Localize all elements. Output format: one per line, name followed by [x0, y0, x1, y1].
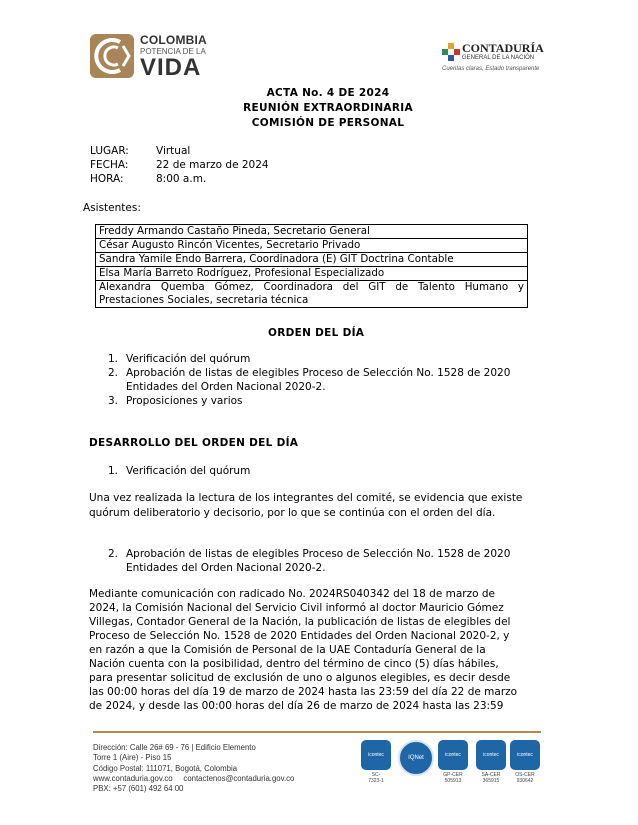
document-title-line-1: ACTA No. 4 DE 2024 [266, 87, 390, 99]
asistente-cell: Freddy Armando Castaño Pineda, Secretario General [96, 225, 528, 239]
asistente-cell: César Augusto Rincón Vicentes, Secretario Privado [96, 239, 528, 253]
orden-item-3: Proposiciones y varios [126, 395, 243, 407]
paragraph-2-line: Villegas, Contador General de la Nación, la publicación de listas de elegibles del [89, 616, 511, 628]
footer-phone: PBX: +57 (601) 492 64 00 [93, 784, 184, 794]
orden-item-2-line-1: Aprobación de listas de elegibles Proceso de Selección No. 1528 de 2020 [126, 367, 511, 379]
icontec-icon: icontec [476, 740, 506, 770]
desarrollo-item-2-line-2: Entidades del Orden Nacional 2020-2. [126, 562, 326, 574]
certification-badge [474, 740, 508, 784]
asistentes-label: Asistentes: [83, 202, 141, 214]
logo-line-1: COLOMBIA [140, 33, 207, 47]
table-row [96, 267, 528, 281]
logo-line-2: POTENCIA DE LA [140, 47, 206, 56]
contaduria-logo [442, 42, 552, 76]
desarrollo-item-number: 2. [107, 548, 118, 560]
certification-badge [436, 740, 470, 784]
desarrollo-item-2-line-1: Aprobación de listas de elegibles Proceso de Selección No. 1528 de 2020 [126, 548, 511, 560]
table-row [96, 225, 528, 239]
paragraph-2-line: Nación cuenta con la posibilidad, dentro del término de cinco (5) días hábiles, [89, 658, 499, 670]
badge-code: OS-CER 930642 [515, 772, 535, 784]
paragraph-2-line: para presentar solicitud de exclusión de uno o algunos elegibles, es decir desde [89, 672, 511, 684]
badge-code: SC- 7323-1 [368, 772, 384, 784]
orden-item-number: 2. [107, 367, 118, 379]
footer-address: Dirección: Calle 26# 69 - 76 | Edificio Elemento [93, 743, 256, 752]
hora-value: 8:00 a.m. [156, 173, 207, 185]
lugar-value: Virtual [156, 145, 191, 157]
footer-contact [93, 743, 294, 794]
lugar-label: LUGAR: [90, 145, 129, 157]
contaduria-subtitle: GENERAL DE LA NACIÓN [462, 55, 535, 61]
table-row [96, 239, 528, 253]
asistente-cell: Alexandra Quemba Gómez, Coordinadora del GIT de Talento Humano y Prestaciones Sociales, secretaria técnica [96, 281, 528, 308]
footer-tower: Torre 1 (Aire) - Piso 15 [93, 753, 172, 763]
document-title-line-3: COMISIÓN DE PERSONAL [251, 117, 405, 129]
paragraph-2-line: Mediante comunicación con radicado No. 2024RS040342 del 18 de marzo de [89, 588, 496, 600]
document-title-line-2: REUNIÓN EXTRAORDINARIA [243, 102, 413, 114]
paragraph-2-line: Proceso de Selección No. 1528 de 2020 Entidades del Orden Nacional 2020-2, y [89, 630, 510, 642]
colombia-potencia-de-la-vida-logo [90, 33, 212, 81]
orden-item-1: Verificación del quórum [126, 353, 251, 365]
certification-badge [359, 740, 393, 784]
contaduria-slogan: Cuentas claras, Estado transparente [442, 66, 540, 72]
table-row [96, 253, 528, 267]
orden-del-dia-heading: ORDEN DEL DÍA [268, 327, 365, 339]
colombia-mark-icon [90, 34, 134, 78]
desarrollo-item-1: Verificación del quórum [126, 465, 251, 477]
contaduria-title: CONTADURÍA [462, 41, 544, 55]
table-row [96, 281, 528, 308]
contaduria-mark-icon [442, 43, 460, 61]
orden-item-2-line-2: Entidades del Orden Nacional 2020-2. [126, 381, 326, 393]
paragraph-2-line: 2024, la Comisión Nacional del Servicio Civil informó al doctor Mauricio Gómez [89, 602, 504, 614]
hora-label: HORA: [90, 173, 124, 185]
paragraph-1-line-2: quórum deliberatorio y decisorio, por lo que se continúa con el orden del día. [89, 507, 496, 519]
icontec-icon: icontec [361, 740, 391, 770]
logo-line-3: VIDA [140, 54, 202, 81]
footer-divider [93, 731, 541, 733]
asistente-cell: Sandra Yamile Endo Barrera, Coordinadora (E) GIT Doctrina Contable [96, 253, 528, 267]
paragraph-2-line: las 00:00 horas del día 19 de marzo de 2024 hasta las 23:59 del día 22 de marzo [89, 686, 518, 698]
badge-code: GP-CER 505913 [443, 772, 463, 784]
iqnet-icon: IQNet [398, 740, 434, 776]
icontec-icon: icontec [438, 740, 468, 770]
fecha-value: 22 de marzo de 2024 [156, 159, 269, 171]
desarrollo-heading: DESARROLLO DEL ORDEN DEL DÍA [89, 437, 299, 449]
orden-item-number: 1. [107, 353, 118, 365]
asistentes-table [95, 224, 528, 308]
certification-badge [508, 740, 542, 784]
icontec-icon: icontec [510, 740, 540, 770]
desarrollo-item-number: 1. [107, 465, 118, 477]
asistente-cell: Elsa María Barreto Rodríguez, Profesional Especializado [96, 267, 528, 281]
footer-postal: Código Postal: 111071, Bogotá, Colombia [93, 763, 238, 773]
footer-web-email[interactable]: www.contaduria.gov.co contactenos@contaduria.gov.co [93, 773, 295, 783]
paragraph-2-line: de 2024, y desde las 00:00 horas del día 26 de marzo de 2024 hasta las 23:59 [89, 700, 504, 712]
orden-item-number: 3. [107, 395, 118, 407]
paragraph-1-line-1: Una vez realizada la lectura de los integrantes del comité, se evidencia que existe [89, 492, 523, 504]
certification-badge [398, 740, 432, 776]
paragraph-2-line: en razón a que la Comisión de Personal de la UAE Contaduría General de la [89, 644, 486, 656]
fecha-label: FECHA: [90, 159, 129, 171]
badge-code: SA-CER 365915 [481, 772, 501, 784]
